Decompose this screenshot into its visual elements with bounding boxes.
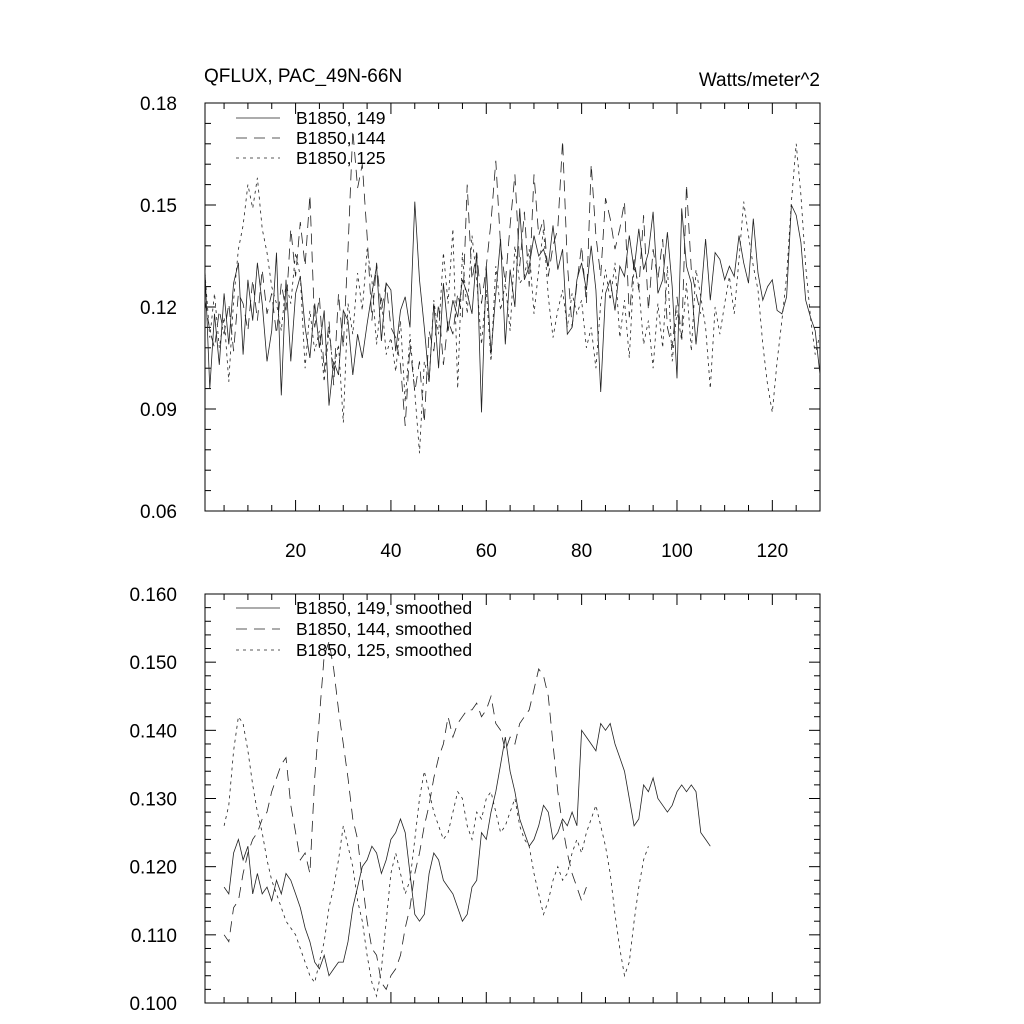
y-tick-label: 0.06 bbox=[140, 502, 177, 523]
series-line-dotted bbox=[205, 144, 820, 453]
y-tick-label: 0.09 bbox=[140, 400, 177, 421]
chart-title: QFLUX, PAC_49N-66N bbox=[204, 66, 403, 87]
x-tick-label: 80 bbox=[571, 541, 593, 562]
y-tick-label: 0.130 bbox=[129, 789, 177, 811]
legend-label: B1850, 144, smoothed bbox=[296, 619, 473, 639]
x-tick-label: 60 bbox=[475, 541, 497, 562]
units-label: Watts/meter^2 bbox=[698, 70, 820, 91]
legend-label: B1850, 144 bbox=[296, 128, 386, 148]
y-tick-label: 0.140 bbox=[129, 721, 177, 743]
top-panel bbox=[140, 94, 834, 562]
y-tick-label: 0.120 bbox=[129, 857, 177, 879]
y-tick-label: 0.12 bbox=[140, 298, 177, 319]
legend-label: B1850, 149, smoothed bbox=[296, 598, 473, 618]
y-tick-label: 0.18 bbox=[140, 94, 177, 115]
x-tick-label: 120 bbox=[756, 541, 789, 562]
x-tick-label: 40 bbox=[380, 541, 402, 562]
y-tick-label: 0.160 bbox=[129, 585, 177, 606]
y-tick-label: 0.15 bbox=[140, 196, 177, 217]
series-line-solid bbox=[205, 202, 834, 413]
series-line-dashed bbox=[205, 130, 701, 426]
legend-label: B1850, 125, smoothed bbox=[296, 640, 473, 660]
legend-label: B1850, 149 bbox=[296, 108, 386, 128]
x-tick-label: 100 bbox=[661, 541, 693, 562]
y-tick-label: 0.100 bbox=[129, 994, 177, 1015]
y-tick-label: 0.150 bbox=[129, 653, 177, 675]
bottom-panel bbox=[129, 585, 820, 1015]
legend-label: B1850, 125 bbox=[296, 148, 386, 168]
y-tick-label: 0.110 bbox=[130, 925, 177, 947]
series-line-dashed bbox=[224, 642, 586, 990]
x-tick-label: 20 bbox=[285, 541, 307, 562]
series-line-solid bbox=[224, 724, 710, 976]
